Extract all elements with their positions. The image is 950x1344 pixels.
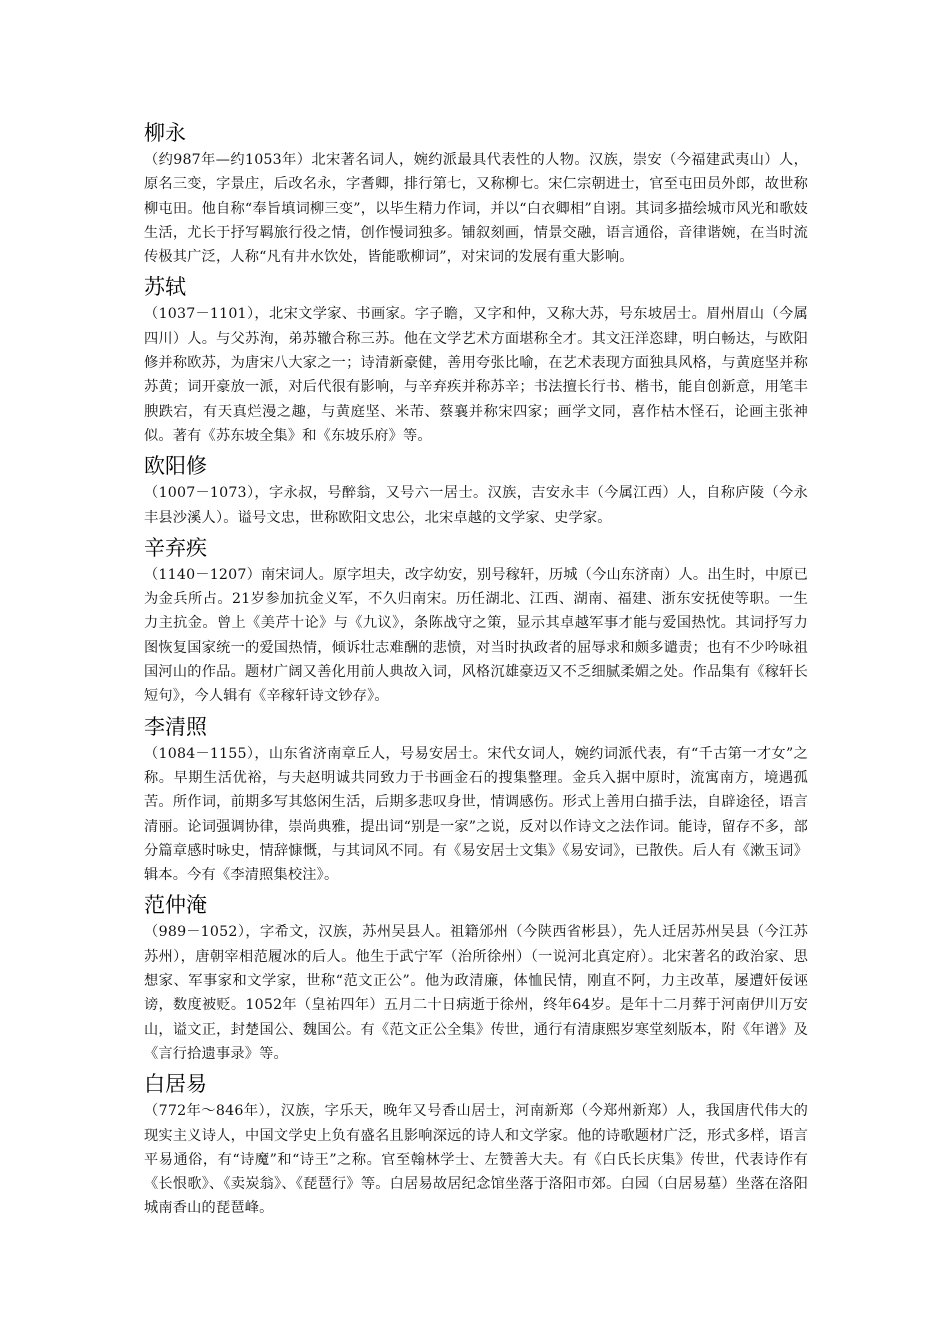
entry-fan-zhongyan (144, 890, 808, 1066)
entry-bio: （989－1052），字希文，汉族，苏州吴县人。祖籍邠州（今陕西省彬县），先人迁居苏州吴县（今江苏苏州），唐朝宰相范履冰的后人。他生于武宁军（治所徐州）（一说河北真定府）。北宋著名的政治家、思想家、军事家和文学家，世称“范文正公”。他为政清廉，体恤民情，刚直不阿，力主改革，屡遭奸佞诬谤，数度被贬。1052年（皇祐四年）五月二十日病逝于徐州，终年64岁。是年十二月葬于河南伊川万安山，谥文正，封楚国公、魏国公。有《范文正公全集》传世，通行有清康熙岁寒堂刻版本，附《年谱》及《言行拾遗事录》等。 (144, 924, 808, 1062)
entry-name: 欧阳修 (144, 454, 207, 479)
document-page (144, 118, 808, 1224)
entry-bio: （1084－1155），山东省济南章丘人，号易安居士。宋代女词人，婉约词派代表，有“千古第一才女”之称。早期生活优裕，与夫赵明诚共同致力于书画金石的搜集整理。金兵入据中原时，流寓南方，境遇孤苦。所作词，前期多写其悠闲生活，后期多悲叹身世，情调感伤。形式上善用白描手法，自辟途径，语言清丽。论词强调协律，崇尚典雅，提出词“别是一家”之说，反对以作诗文之法作词。能诗，留存不多，部分篇章感时咏史，情辞慷慨，与其词风不同。有《易安居士文集》《易安词》，已散佚。后人有《漱玉词》辑本。今有《李清照集校注》。 (144, 745, 808, 884)
entry-li-qingzhao (144, 712, 808, 888)
entry-bio: （1037－1101），北宋文学家、书画家。字子瞻，又字和仲，又称大苏，号东坡居士。眉州眉山（今属四川）人。与父苏洵，弟苏辙合称三苏。他在文学艺术方面堪称全才。其文汪洋恣肆，明白畅达，与欧阳修并称欧苏，为唐宋八大家之一；诗清新豪健，善用夸张比喻，在艺术表现方面独具风格，与黄庭坚并称苏黄；词开豪放一派，对后代很有影响，与辛弃疾并称苏辛；书法擅长行书、楷书，能自创新意，用笔丰腴跌宕，有天真烂漫之趣，与黄庭坚、米芾、蔡襄并称宋四家；画学文同，喜作枯木怪石，论画主张神似。著有《苏东坡全集》和《东坡乐府》等。 (144, 306, 808, 444)
entry-name: 苏轼 (144, 275, 186, 300)
entry-su-shi (144, 272, 808, 448)
entry-ouyang-xiu (144, 451, 808, 530)
entry-xin-qiji (144, 533, 808, 709)
entry-bio: （1140－1207）南宋词人。原字坦夫，改字幼安，别号稼轩，历城（今山东济南）人。出生时，中原已为金兵所占。21岁参加抗金义军，不久归南宋。历任湖北、江西、湖南、福建、浙东安抚使等职。一生力主抗金。曾上《美芹十论》与《九议》，条陈战守之策，显示其卓越军事才能与爱国热忱。其词抒写力图恢复国家统一的爱国热情，倾诉壮志难酬的悲愤，对当时执政者的屈辱求和颇多谴责；也有不少吟咏祖国河山的作品。题材广阔又善化用前人典故入词，风格沉雄豪迈又不乏细腻柔媚之处。作品集有《稼轩长短句》，今人辑有《辛稼轩诗文钞存》。 (144, 566, 808, 705)
entry-name: 范仲淹 (144, 893, 207, 918)
entry-bai-juyi (144, 1069, 808, 1220)
entry-name: 白居易 (144, 1072, 207, 1097)
entry-name: 柳永 (144, 121, 186, 145)
entry-name: 李清照 (144, 714, 207, 739)
entry-name: 辛弃疾 (144, 535, 207, 560)
entry-bio: （772年～846年），汉族，字乐天，晚年又号香山居士，河南新郑（今郑州新郑）人，我国唐代伟大的现实主义诗人，中国文学史上负有盛名且影响深远的诗人和文学家。他的诗歌题材广泛，形式多样，语言平易通俗，有“诗魔”和“诗王”之称。官至翰林学士、左赞善大夫。有《白氏长庆集》传世，代表诗作有《长恨歌》、《卖炭翁》、《琵琶行》等。白居易故居纪念馆坐落于洛阳市郊。白园（白居易墓）坐落在洛阳城南香山的琵琶峰。 (144, 1103, 808, 1217)
entry-bio: （约987年—约1053年）北宋著名词人，婉约派最具代表性的人物。汉族，崇安（今福建武夷山）人，原名三变，字景庄，后改名永，字耆卿，排行第七，又称柳七。宋仁宗朝进士，官至屯田员外郎，故世称柳屯田。他自称“奉旨填词柳三变”，以毕生精力作词，并以“白衣卿相”自诩。其词多描绘城市风光和歌妓生活，尤长于抒写羁旅行役之情，创作慢词独多。铺叙刻画，情景交融，语言通俗，音律谐婉，在当时流传极其广泛，人称“凡有井水饮处，皆能歌柳词”，对宋词的发展有重大影响。 (144, 152, 808, 266)
entry-bio: （1007－1073），字永叔，号醉翁，又号六一居士。汉族，吉安永丰（今属江西）人，自称庐陵（今永丰县沙溪人）。谥号文忠，世称欧阳文忠公，北宋卓越的文学家、史学家。 (144, 485, 808, 526)
entry-liu-yong (144, 118, 808, 269)
